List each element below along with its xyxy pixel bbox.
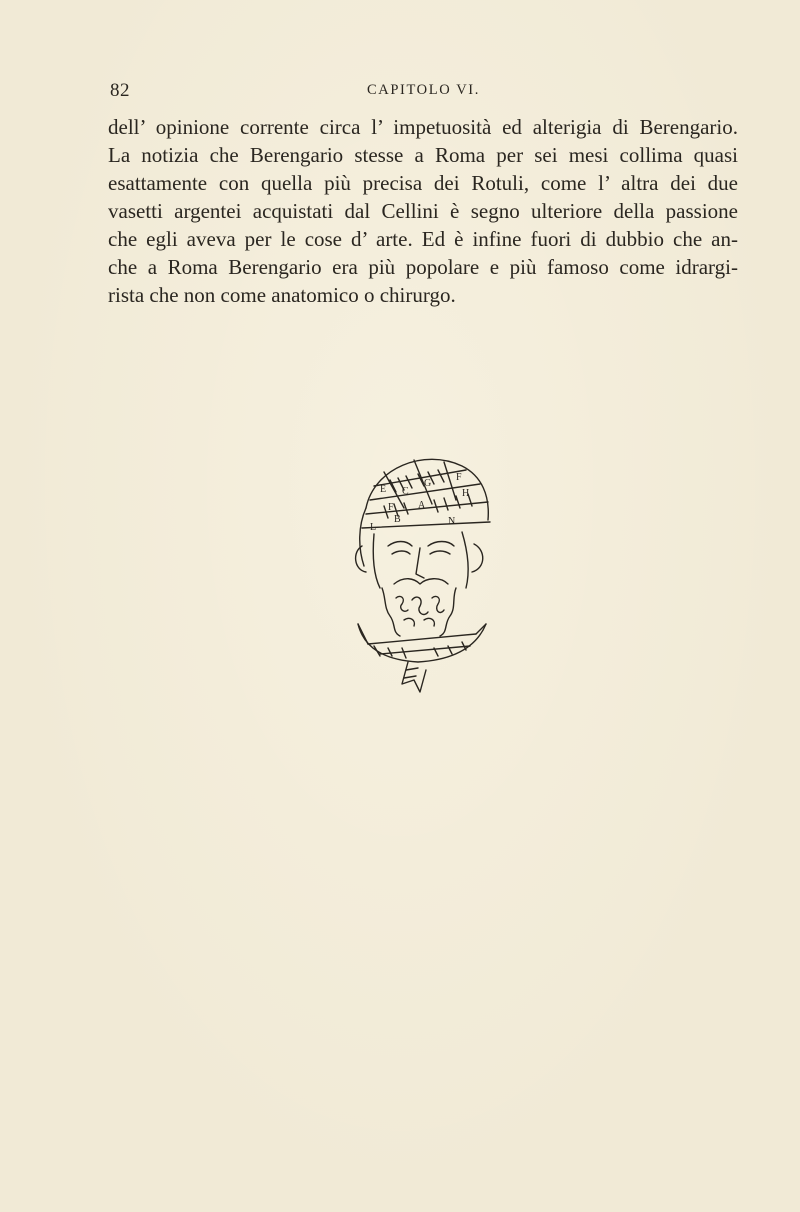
figure-labels <box>370 472 469 533</box>
figure-label: F <box>388 502 394 513</box>
text-line: esattamente con quella più precisa dei Rotuli, come l’ altra dei due <box>108 171 738 195</box>
figure-label: A <box>418 500 426 511</box>
figure-label: C <box>402 486 409 497</box>
figure-label: N <box>448 516 456 527</box>
text-line: La notizia che Berengario stesse a Roma per sei mesi collima quasi <box>108 143 738 167</box>
figure-label: E <box>380 484 387 495</box>
bandaged-head-woodcut-icon <box>344 448 494 693</box>
text-line: che a Roma Berengario era più popolare e più famoso come idrargi- <box>108 255 738 279</box>
figure-label: B <box>394 514 401 525</box>
figure-label: H <box>462 488 470 499</box>
text-line: rista che non come anatomico o chirurgo. <box>108 283 456 307</box>
text-line: dell’ opinione corrente circa l’ impetuosità ed alterigia di Berengario. <box>108 115 738 139</box>
figure-label: L <box>370 522 377 533</box>
body-paragraph <box>108 113 738 309</box>
chapter-title: CAPITOLO VI. <box>367 82 480 98</box>
text-line: che egli aveva per le cose d’ arte. Ed è infine fuori di dubbio che an- <box>108 227 738 251</box>
page-number: 82 <box>110 80 130 101</box>
bandaged-head-woodcut-figure <box>344 448 494 693</box>
figure-label: F <box>456 472 462 483</box>
running-head <box>110 80 737 104</box>
figure-label: G <box>424 478 432 489</box>
text-line: vasetti argentei acquistati dal Cellini è segno ulteriore della passione <box>108 199 738 223</box>
